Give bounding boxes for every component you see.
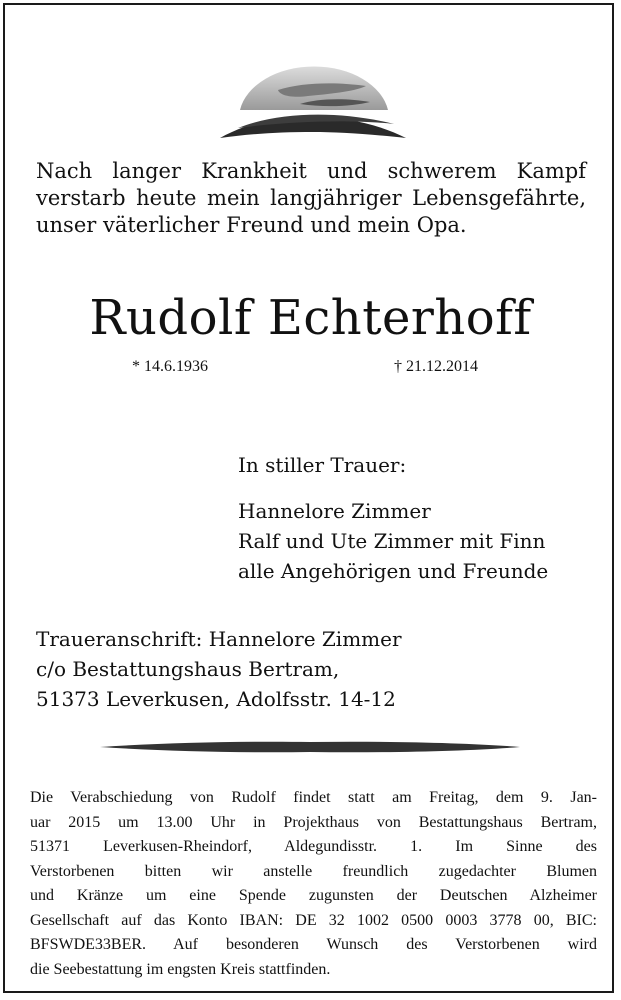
birth-date: * 14.6.1936 (132, 358, 208, 375)
intro-line: Nach langer Krankheit und schwerem Kampf (36, 159, 586, 183)
sunset-sea-emblem-icon (218, 52, 408, 142)
deceased-name: Rudolf Echterhoff (89, 290, 532, 346)
death-date: † 21.12.2014 (394, 358, 478, 375)
mourner-name: alle Angehörigen und Freunde (238, 559, 549, 583)
notice-line: und Kränze um eine Spende zugunsten der Deutschen Alzheimer (30, 887, 597, 904)
notice-line: die Seebestattung im engsten Kreis stattfinden. (30, 960, 331, 978)
mourners-block (238, 450, 548, 586)
intro-text (36, 158, 586, 239)
ceremony-notice (30, 786, 597, 982)
mourner-name: Hannelore Zimmer (238, 499, 431, 523)
mourning-address (36, 624, 402, 714)
notice-line: Gesellschaft auf das Konto IBAN: DE 32 1002 0500 0003 3778 00, BIC: (30, 911, 597, 929)
notice-line: Die Verabschiedung von Rudolf findet statt am Freitag, dem 9. Jan- (30, 789, 597, 806)
intro-line: unser väterlicher Freund und mein Opa. (36, 213, 467, 237)
notice-line: Verstorbenen bitten wir anstelle freundlich zugedachter Blumen (30, 862, 597, 880)
notice-line: 51371 Leverkusen-Rheindorf, Aldegundisstr. 1. Im Sinne des (30, 838, 597, 855)
mourner-name: Ralf und Ute Zimmer mit Finn (238, 529, 546, 553)
address-line: 51373 Leverkusen, Adolfsstr. 14-12 (36, 687, 396, 711)
notice-line: uar 2015 um 13.00 Uhr in Projekthaus von Bestattungshaus Bertram, (30, 813, 597, 831)
notice-line: BFSWDE33BER. Auf besonderen Wunsch des Verstorbenen wird (30, 936, 597, 953)
intro-line: verstarb heute mein langjähriger Lebensgefährte, (36, 186, 586, 210)
address-line: Traueranschrift: Hannelore Zimmer (36, 627, 402, 651)
mourners-heading: In stiller Trauer: (238, 453, 407, 477)
address-line: c/o Bestattungshaus Bertram, (36, 657, 340, 681)
brush-stroke-divider (100, 741, 520, 753)
